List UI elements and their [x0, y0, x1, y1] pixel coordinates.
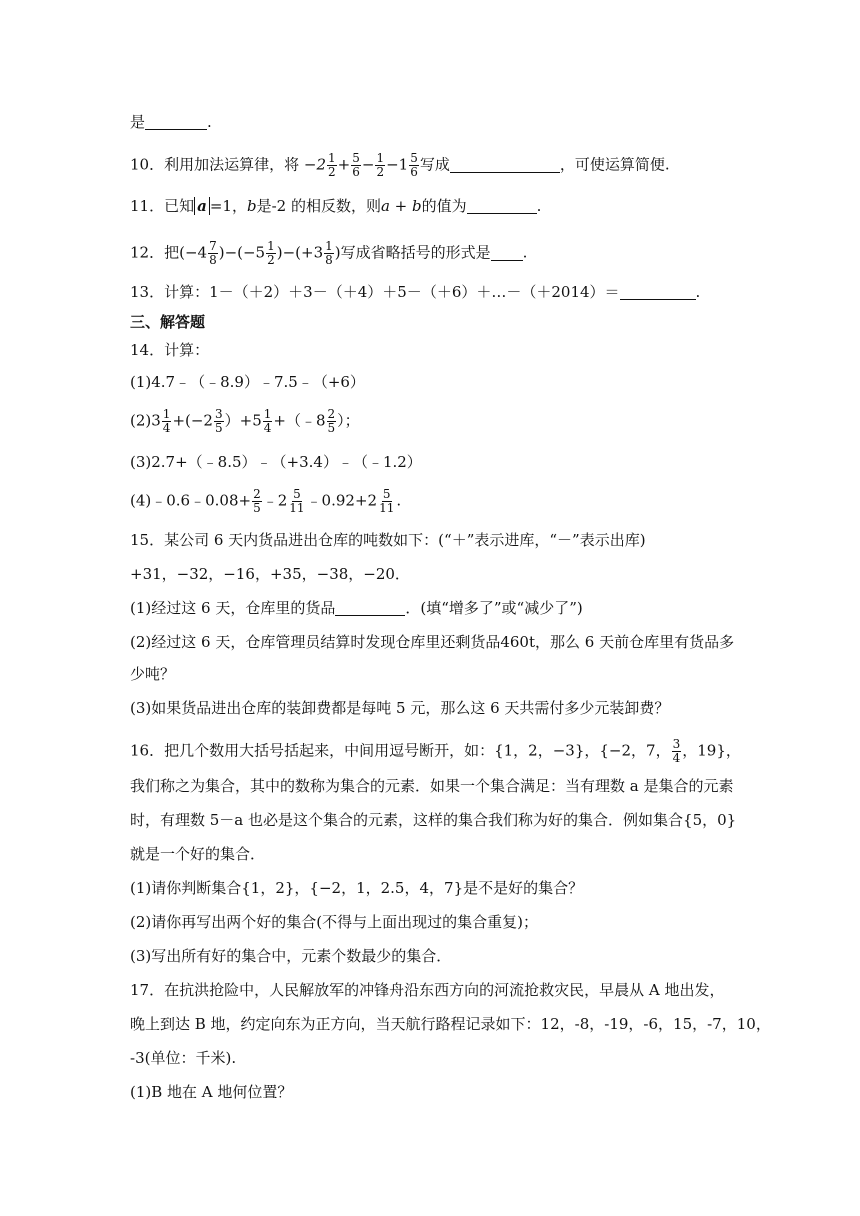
answer-blank: [491, 244, 523, 261]
question-14: 14．计算：: [130, 341, 210, 359]
answer-blank: [335, 599, 405, 616]
question-14-part-3: (3)2.7+（﹣8.5）﹣（+3.4）﹣（﹣1.2）: [130, 453, 422, 471]
question-16-line-2: 我们称之为集合，其中的数称为集合的元素．如果一个集合满足：当有理数 a 是集合的元素: [130, 777, 734, 795]
question-14-part-1: (1)4.7﹣（﹣8.9）﹣7.5﹣（+6）: [130, 373, 365, 391]
fraction: $\frac{1}{4}$: [263, 407, 272, 435]
question-16-part-1: (1)请你判断集合{1，2}，{−2，1，2.5，4，7}是不是好的集合？: [130, 879, 584, 897]
question-17: 17．在抗洪抢险中，人民解放军的冲锋舟沿东西方向的河流抢救灾民，早晨从 A 地出发，: [130, 981, 725, 999]
fraction: $\frac{7}{8}$: [209, 239, 217, 267]
fraction: $\frac{3}{4}$: [672, 737, 681, 765]
answer-blank: [450, 156, 560, 173]
fraction: $\frac{1}{8}$: [325, 239, 333, 267]
question-15: 15．某公司 6 天内货品进出仓库的吨数如下：(“＋”表示进库，“－”表示出库): [130, 531, 646, 549]
fraction: $\frac{1}{4}$: [162, 407, 171, 435]
question-17-line-2: 晚上到达 B 地，约定向东为正方向，当天航行路程记录如下：12，-8，-19，-6，15，-7，10，: [130, 1015, 771, 1033]
question-15-part-2-line-1: (2)经过这 6 天，仓库管理员结算时发现仓库里还剩货品460t，那么 6 天前仓库里有货品多: [130, 633, 735, 651]
question-15-data: +31，−32，−16，+35，−38，−20．: [130, 565, 410, 583]
section-heading: 三、解答题: [130, 313, 206, 331]
answer-blank: [145, 113, 207, 130]
question-13: 13．计算：1－（＋2）＋3－（＋4）＋5－（＋6）＋…－（＋2014）＝ .: [130, 283, 701, 301]
question-10: 10．利用加法运算律，将 −2 $\frac{1}{2}$ + $\frac{5}{6}$ − $\frac{1}{2}$ −1 $\frac{5}{6}$ 写成 ，可使运算简便.: [130, 151, 670, 179]
fraction: $\frac{5}{6}$: [410, 151, 418, 179]
fraction: $\frac{1}{2}$: [267, 239, 275, 267]
question-16-line-4: 就是一个好的集合．: [130, 845, 266, 863]
fraction: $\frac{2}{5}$: [327, 407, 336, 435]
answer-blank: [467, 197, 537, 214]
question-14-part-2: (2)3 $\frac{1}{4}$ +(−2 $\frac{3}{5}$ ）+5 $\frac{1}{4}$ +（﹣8 $\frac{2}{5}$ ）；: [130, 407, 360, 435]
question-15-part-2-line-2: 少吨？: [130, 665, 176, 683]
fraction: $\frac{5}{6}$: [352, 151, 360, 179]
question-16: 16．把几个数用大括号括起来，中间用逗号断开，如：{1，2，−3}，{−2，7， $\frac{3}{4}$ ，19}，: [130, 737, 741, 765]
question-16-part-2: (2)请你再写出两个好的集合(不得与上面出现过的集合重复)；: [130, 913, 538, 931]
fraction: $\frac{3}{5}$: [214, 407, 223, 435]
question-12: 12．把(−4 $\frac{7}{8}$ )−(−5 $\frac{1}{2}$ )−(+3 $\frac{1}{8}$ )写成省略括号的形式是 .: [130, 239, 528, 267]
question-17-part-1: (1)B 地在 A 地何位置？: [130, 1083, 293, 1101]
question-11: 11．已知 a =1，b是-2 的相反数，则a + b的值为 .: [130, 197, 542, 215]
question-16-line-3: 时，有理数 5－a 也必是这个集合的元素，这样的集合我们称为好的集合．例如集合{5，0}: [130, 811, 737, 829]
answer-blank: [620, 283, 696, 300]
fraction: $\frac{1}{2}$: [376, 151, 385, 179]
fraction: $\frac{5}{11}$: [289, 487, 305, 515]
line-continuation: 是 .: [130, 113, 212, 131]
question-16-part-3: (3)写出所有好的集合中，元素个数最少的集合．: [130, 947, 452, 965]
question-14-part-4: (4)﹣0.6﹣0.08+ $\frac{2}{5}$ ﹣2 $\frac{5}{11}$ ﹣0.92+2 $\frac{5}{11}$ .: [130, 487, 402, 515]
fraction: $\frac{2}{5}$: [253, 487, 261, 515]
question-15-part-1: (1)经过这 6 天，仓库里的货品 ．(填“增多了”或“减少了”): [130, 599, 583, 617]
question-15-part-3: (3)如果货品进出仓库的装卸费都是每吨 5 元，那么这 6 天共需付多少元装卸费？: [130, 699, 670, 717]
fraction: $\frac{1}{2}$: [328, 151, 336, 179]
question-17-line-3: -3(单位：千米).: [130, 1049, 237, 1067]
fraction: $\frac{5}{11}$: [379, 487, 395, 515]
